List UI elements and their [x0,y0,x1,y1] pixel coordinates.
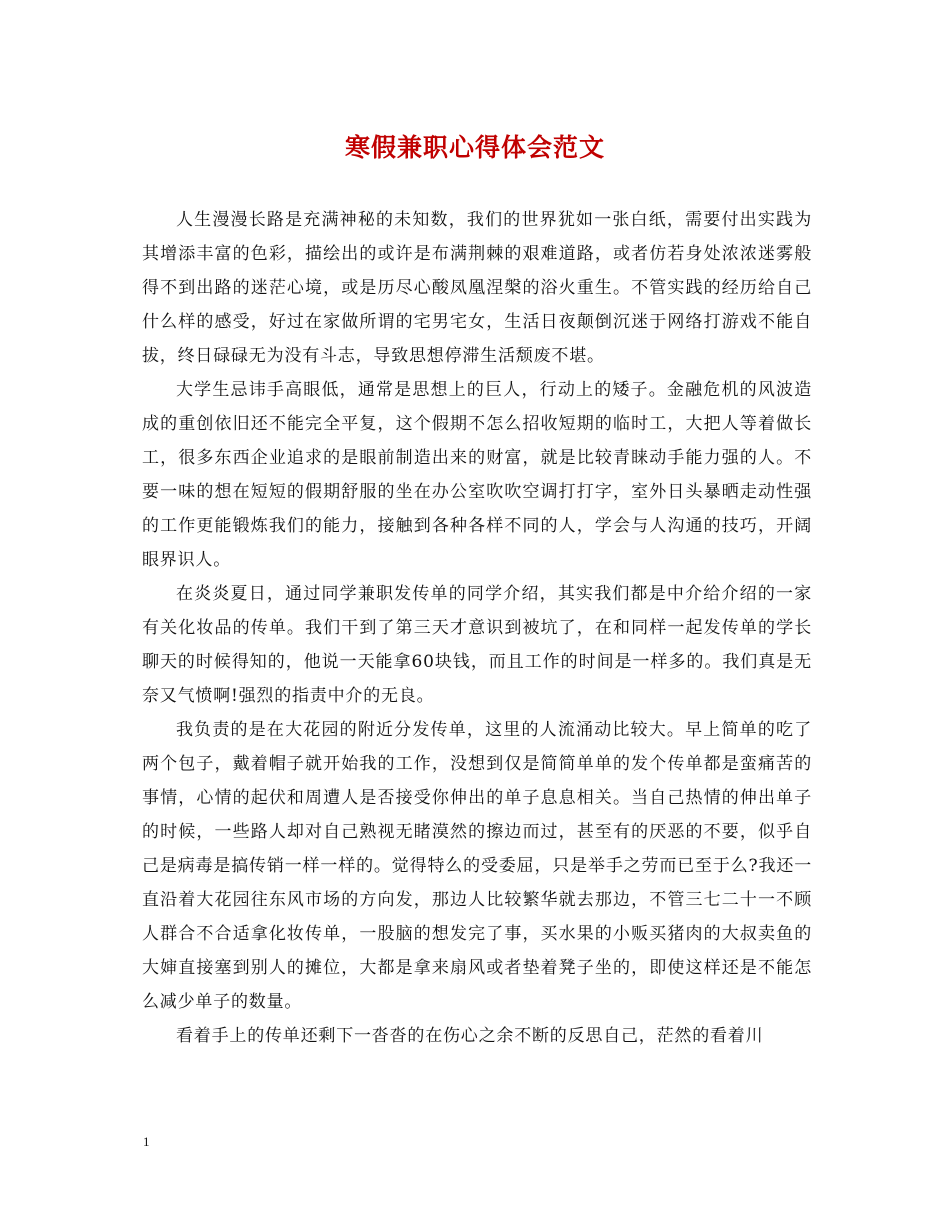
paragraph: 我负责的是在大花园的附近分发传单，这里的人流涌动比较大。早上简单的吃了两个包子，戴着帽子就开始我的工作，没想到仅是简简单单的发个传单都是蛮痛苦的事情，心情的起伏和周遭人是否接受你伸出的单子息息相关。当自己热情的伸出单子的时候，一些路人却对自己熟视无睹漠然的擦边而过，甚至有的厌恶的不要，似乎自己是病毒是搞传销一样一样的。觉得特么的受委屈，只是举手之劳而已至于么?我还一直沿着大花园往东风市场的方向发，那边人比较繁华就去那边，不管三七二十一不顾人群合不合适拿化妆传单，一股脑的想发完了事，买水果的小贩买猪肉的大叔卖鱼的大婶直接塞到别人的摊位，大都是拿来扇风或者垫着凳子坐的，即使这样还是不能怎么减少单子的数量。 [142,720,812,1012]
paragraph: 看着手上的传单还剩下一沓沓的在伤心之余不断的反思自己，茫然的看着川 [176,1026,764,1046]
paragraph: 在炎炎夏日，通过同学兼职发传单的同学介绍，其实我们都是中介给介绍的一家有关化妆品的传单。我们干到了第三天才意识到被坑了，在和同样一起发传单的学长聊天的时候得知的，他说一天能拿60块钱，而且工作的时间是一样多的。我们真是无奈又气愤啊!强烈的指责中介的无良。 [142,584,812,706]
page-number: 1 [143,1134,150,1149]
document-body [142,203,812,1053]
document-title: 寒假兼职心得体会范文 [344,133,605,162]
paragraph: 人生漫漫长路是充满神秘的未知数，我们的世界犹如一张白纸，需要付出实践为其增添丰富的色彩，描绘出的或许是布满荆棘的艰难道路，或者仿若身处浓浓迷雾般得不到出路的迷茫心境，或是历尽心酸凤凰涅槃的浴火重生。不管实践的经历给自己什么样的感受，好过在家做所谓的宅男宅女，生活日夜颠倒沉迷于网络打游戏不能自拔，终日碌碌无为没有斗志，导致思想停滞生活颓废不堪。 [142,210,812,366]
paragraph: 大学生忌讳手高眼低，通常是思想上的巨人，行动上的矮子。金融危机的风波造成的重创依旧还不能完全平复，这个假期不怎么招收短期的临时工，大把人等着做长工，很多东西企业追求的是眼前制造出来的财富，就是比较青睐动手能力强的人。不要一味的想在短短的假期舒服的坐在办公室吹吹空调打打字，室外日头暴晒走动性强的工作更能锻炼我们的能力，接触到各种各样不同的人，学会与人沟通的技巧，开阔眼界识人。 [142,380,812,570]
